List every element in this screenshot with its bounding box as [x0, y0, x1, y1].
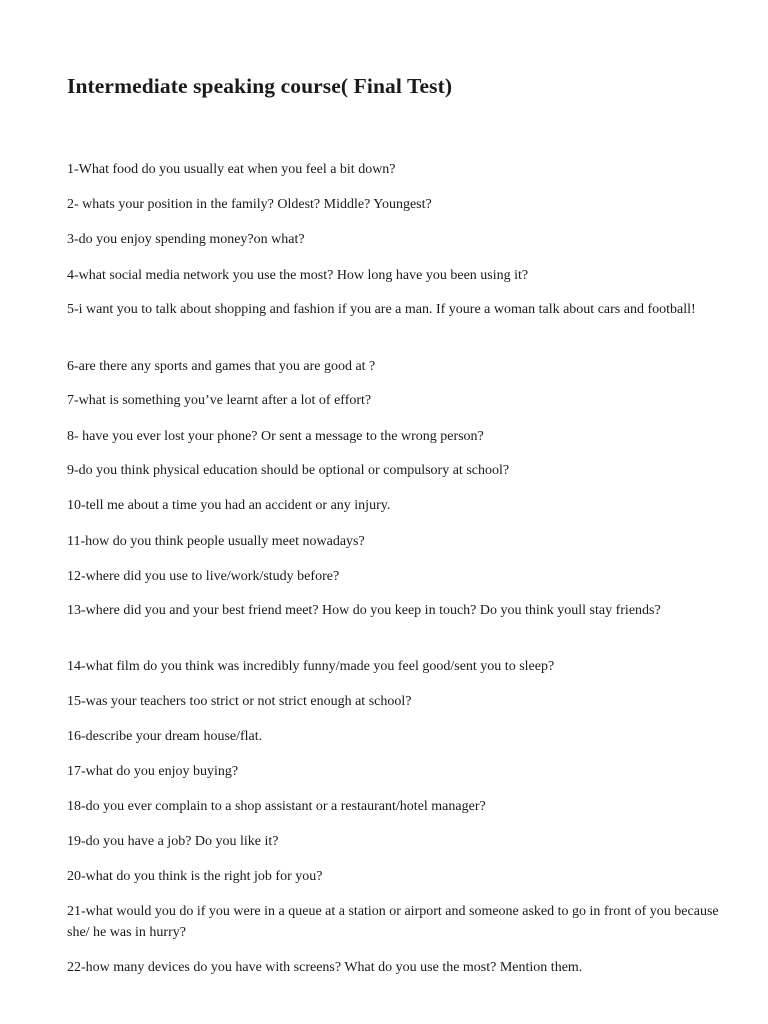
question-22: 22-how many devices do you have with screens? What do you use the most? Mention them. [67, 960, 583, 975]
question-9: 9-do you think physical education should be optional or compulsory at school? [67, 463, 510, 478]
page-title: Intermediate speaking course( Final Test) [67, 74, 453, 98]
question-21: 21-what would you do if you were in a queue at a station or airport and someone asked to go in front of you because she/ he was in hurry? [67, 904, 719, 940]
question-6: 6-are there any sports and games that you are good at ? [67, 359, 376, 374]
question-16: 16-describe your dream house/flat. [67, 729, 263, 744]
question-20: 20-what do you think is the right job for you? [67, 869, 323, 884]
question-8: 8- have you ever lost your phone? Or sent a message to the wrong person? [67, 429, 484, 444]
question-2: 2- whats your position in the family? Oldest? Middle? Youngest? [67, 197, 432, 212]
question-11: 11-how do you think people usually meet nowadays? [67, 534, 365, 549]
question-13: 13-where did you and your best friend meet? How do you keep in touch? Do you think youll stay friends? [67, 603, 661, 618]
question-3: 3-do you enjoy spending money?on what? [67, 232, 305, 247]
question-19: 19-do you have a job? Do you like it? [67, 834, 279, 849]
question-12: 12-where did you use to live/work/study before? [67, 569, 340, 584]
question-4: 4-what social media network you use the most? How long have you been using it? [67, 268, 529, 283]
question-18: 18-do you ever complain to a shop assistant or a restaurant/hotel manager? [67, 799, 486, 814]
question-15: 15-was your teachers too strict or not strict enough at school? [67, 694, 412, 709]
question-1: 1-What food do you usually eat when you feel a bit down? [67, 162, 396, 177]
question-10: 10-tell me about a time you had an accident or any injury. [67, 498, 391, 513]
question-5: 5-i want you to talk about shopping and fashion if you are a man. If youre a woman talk about cars and football! [67, 302, 696, 317]
question-14: 14-what film do you think was incredibly funny/made you feel good/sent you to sleep? [67, 659, 555, 674]
question-7: 7-what is something you’ve learnt after a lot of effort? [67, 393, 372, 408]
question-17: 17-what do you enjoy buying? [67, 764, 239, 779]
